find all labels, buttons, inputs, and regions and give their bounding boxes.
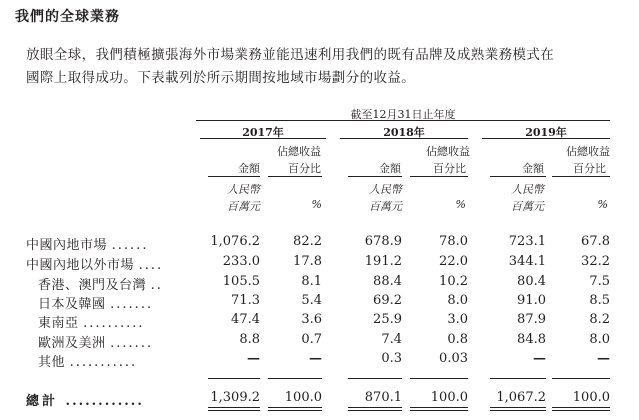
amount-2019-rule [490,176,546,177]
row-label-text: 中國內地以外市場 [26,258,135,273]
amount-cell: 344.1 [508,254,546,269]
amount-cell: 1,076.2 [210,234,260,249]
total-row [0,390,639,408]
year-2017-rule [200,138,326,139]
total-double-rule [552,407,610,408]
pct-2018-rule [410,176,468,177]
year-2017-header: 2017年 [242,126,284,139]
row-label-text: 東南亞 [38,316,79,331]
amount-cell: 678.9 [364,234,402,249]
table-row [0,332,639,350]
total-double-rule [410,407,468,408]
leader-dots: ....... [110,297,154,312]
table-row [0,254,639,272]
pct-cell: 22.0 [439,254,468,269]
subtotal-rule-amount-2018 [348,378,402,379]
amount-cell: 80.4 [517,274,546,289]
period-header: 截至12月31日止年度 [350,108,456,121]
pct-header-2019: 百分比 [573,162,606,175]
amount-cell: — [247,351,260,366]
pct-cell: 3.0 [447,312,468,327]
row-label [26,234,148,253]
year-2018-header: 2018年 [383,126,425,139]
amount-cell: 0.3 [381,351,402,366]
pct-cell: — [309,351,322,366]
pct-cell: 8.2 [589,312,610,327]
amount-cell: 8.8 [239,332,260,347]
total-label [26,390,144,409]
total-double-rule [268,410,322,411]
pct-cell: 10.2 [439,274,468,289]
subtotal-rule-pct-2017 [268,378,322,379]
unit-2018-line-2: 百萬元 [369,200,402,213]
year-2019-rule [482,138,610,139]
subtotal-rule-amount-2019 [490,378,546,379]
pct-header-2019-line-1: 佔總收益 [566,145,610,158]
subtotal-rule-amount-2017 [208,378,260,379]
row-label [38,293,153,312]
amount-cell: 105.5 [222,274,260,289]
amount-header-2017: 金額 [238,162,260,175]
pct-cell: 8.0 [447,293,468,308]
row-label-text: 中國內地市場 [26,238,108,253]
pct-cell: 8.1 [301,274,322,289]
leader-dots: .......... [83,316,145,331]
pct-cell: 7.5 [589,274,610,289]
unit-2018-line-1: 人民幣 [369,183,402,196]
pct-cell: 100.0 [572,390,610,405]
row-label-text: 歐洲及美洲 [38,336,106,351]
pct-cell: 8.5 [589,293,610,308]
pct-cell: 82.2 [293,234,322,249]
pct-cell: 0.03 [439,351,468,366]
row-label [38,312,144,331]
year-2019-header: 2019年 [525,126,567,139]
row-label-text: 日本及韓國 [38,297,106,312]
pct-cell: 100.0 [284,390,322,405]
intro-paragraph-line-1: 放眼全球，我們積極擴張海外市場業務並能迅速利用我們的既有品牌及成熟業務模式在 [26,47,555,63]
period-header-rule [196,120,610,121]
pct-cell: 0.8 [447,332,468,347]
amount-2017-rule [208,176,260,177]
total-double-rule [490,407,546,408]
amount-cell: 25.9 [373,312,402,327]
table-row [0,351,639,369]
pct-cell: 17.8 [293,254,322,269]
amount-cell: 1,309.2 [210,390,260,405]
pct-header-2018-line-1: 佔總收益 [426,145,470,158]
leader-dots: .... [138,258,164,273]
amount-cell: 7.4 [381,332,402,347]
table-row [0,274,639,292]
pct-2019-rule [552,176,610,177]
amount-header-2019: 金額 [522,162,544,175]
leader-dots: ....... [110,336,154,351]
total-double-rule [348,407,402,408]
pct-cell: 32.2 [581,254,610,269]
amount-2018-rule [348,176,402,177]
year-2018-rule [340,138,468,139]
pct-header-2017-line-1: 佔總收益 [277,145,321,158]
pct-cell: 8.0 [589,332,610,347]
row-label-text: 總計 [26,394,59,409]
pct-cell: — [597,351,610,366]
row-label [38,274,163,293]
pct-cell: 78.0 [439,234,468,249]
amount-cell: 233.0 [222,254,260,269]
table-row [0,234,639,252]
amount-cell: 69.2 [373,293,402,308]
row-label [26,254,163,273]
amount-cell: 1,067.2 [496,390,546,405]
amount-cell: 91.0 [517,293,546,308]
total-double-rule [268,407,322,408]
total-double-rule [208,410,260,411]
pct-2017-rule [268,176,322,177]
total-double-rule [552,410,610,411]
unit-2017-line-1: 人民幣 [227,183,260,196]
pct-cell: 67.8 [581,234,610,249]
total-double-rule [208,407,260,408]
total-double-rule [490,410,546,411]
pct-header-2018: 百分比 [433,162,466,175]
section-title: 我們的全球業務 [15,9,120,25]
unit-pct-2017: % [311,198,322,211]
amount-cell: 191.2 [364,254,402,269]
amount-cell: 870.1 [364,390,402,405]
row-label-text: 香港、澳門及台灣 [38,278,147,293]
leader-dots: .. [150,278,163,293]
pct-cell: 0.7 [301,332,322,347]
pct-cell: 3.6 [301,312,322,327]
pct-header-2017: 百分比 [288,162,321,175]
total-double-rule [348,410,402,411]
amount-cell: 88.4 [373,274,402,289]
total-double-rule [410,410,468,411]
unit-2019-line-1: 人民幣 [511,183,544,196]
unit-pct-2018: % [455,198,466,211]
unit-2019-line-2: 百萬元 [511,200,544,213]
subtotal-rule-pct-2018 [410,378,468,379]
pct-cell: 100.0 [430,390,468,405]
table-row [0,293,639,311]
leader-dots: ............ [65,394,144,409]
amount-cell: 84.8 [517,332,546,347]
unit-pct-2019: % [597,198,608,211]
row-label-text: 其他 [38,355,66,370]
intro-paragraph-line-2: 國際上取得成功。下表載列於所示期間按地域市場劃分的收益。 [26,70,416,86]
amount-cell: — [533,351,546,366]
subtotal-rule-pct-2019 [552,378,610,379]
row-label [38,351,137,370]
unit-2017-line-2: 百萬元 [227,200,260,213]
pct-cell: 5.4 [301,293,322,308]
amount-cell: 87.9 [517,312,546,327]
amount-cell: 47.4 [231,312,260,327]
row-label [38,332,153,351]
amount-cell: 71.3 [231,293,260,308]
amount-header-2018: 金額 [379,162,401,175]
leader-dots: ........... [69,355,138,370]
amount-cell: 723.1 [508,234,546,249]
table-row [0,312,639,330]
leader-dots: ...... [111,238,149,253]
